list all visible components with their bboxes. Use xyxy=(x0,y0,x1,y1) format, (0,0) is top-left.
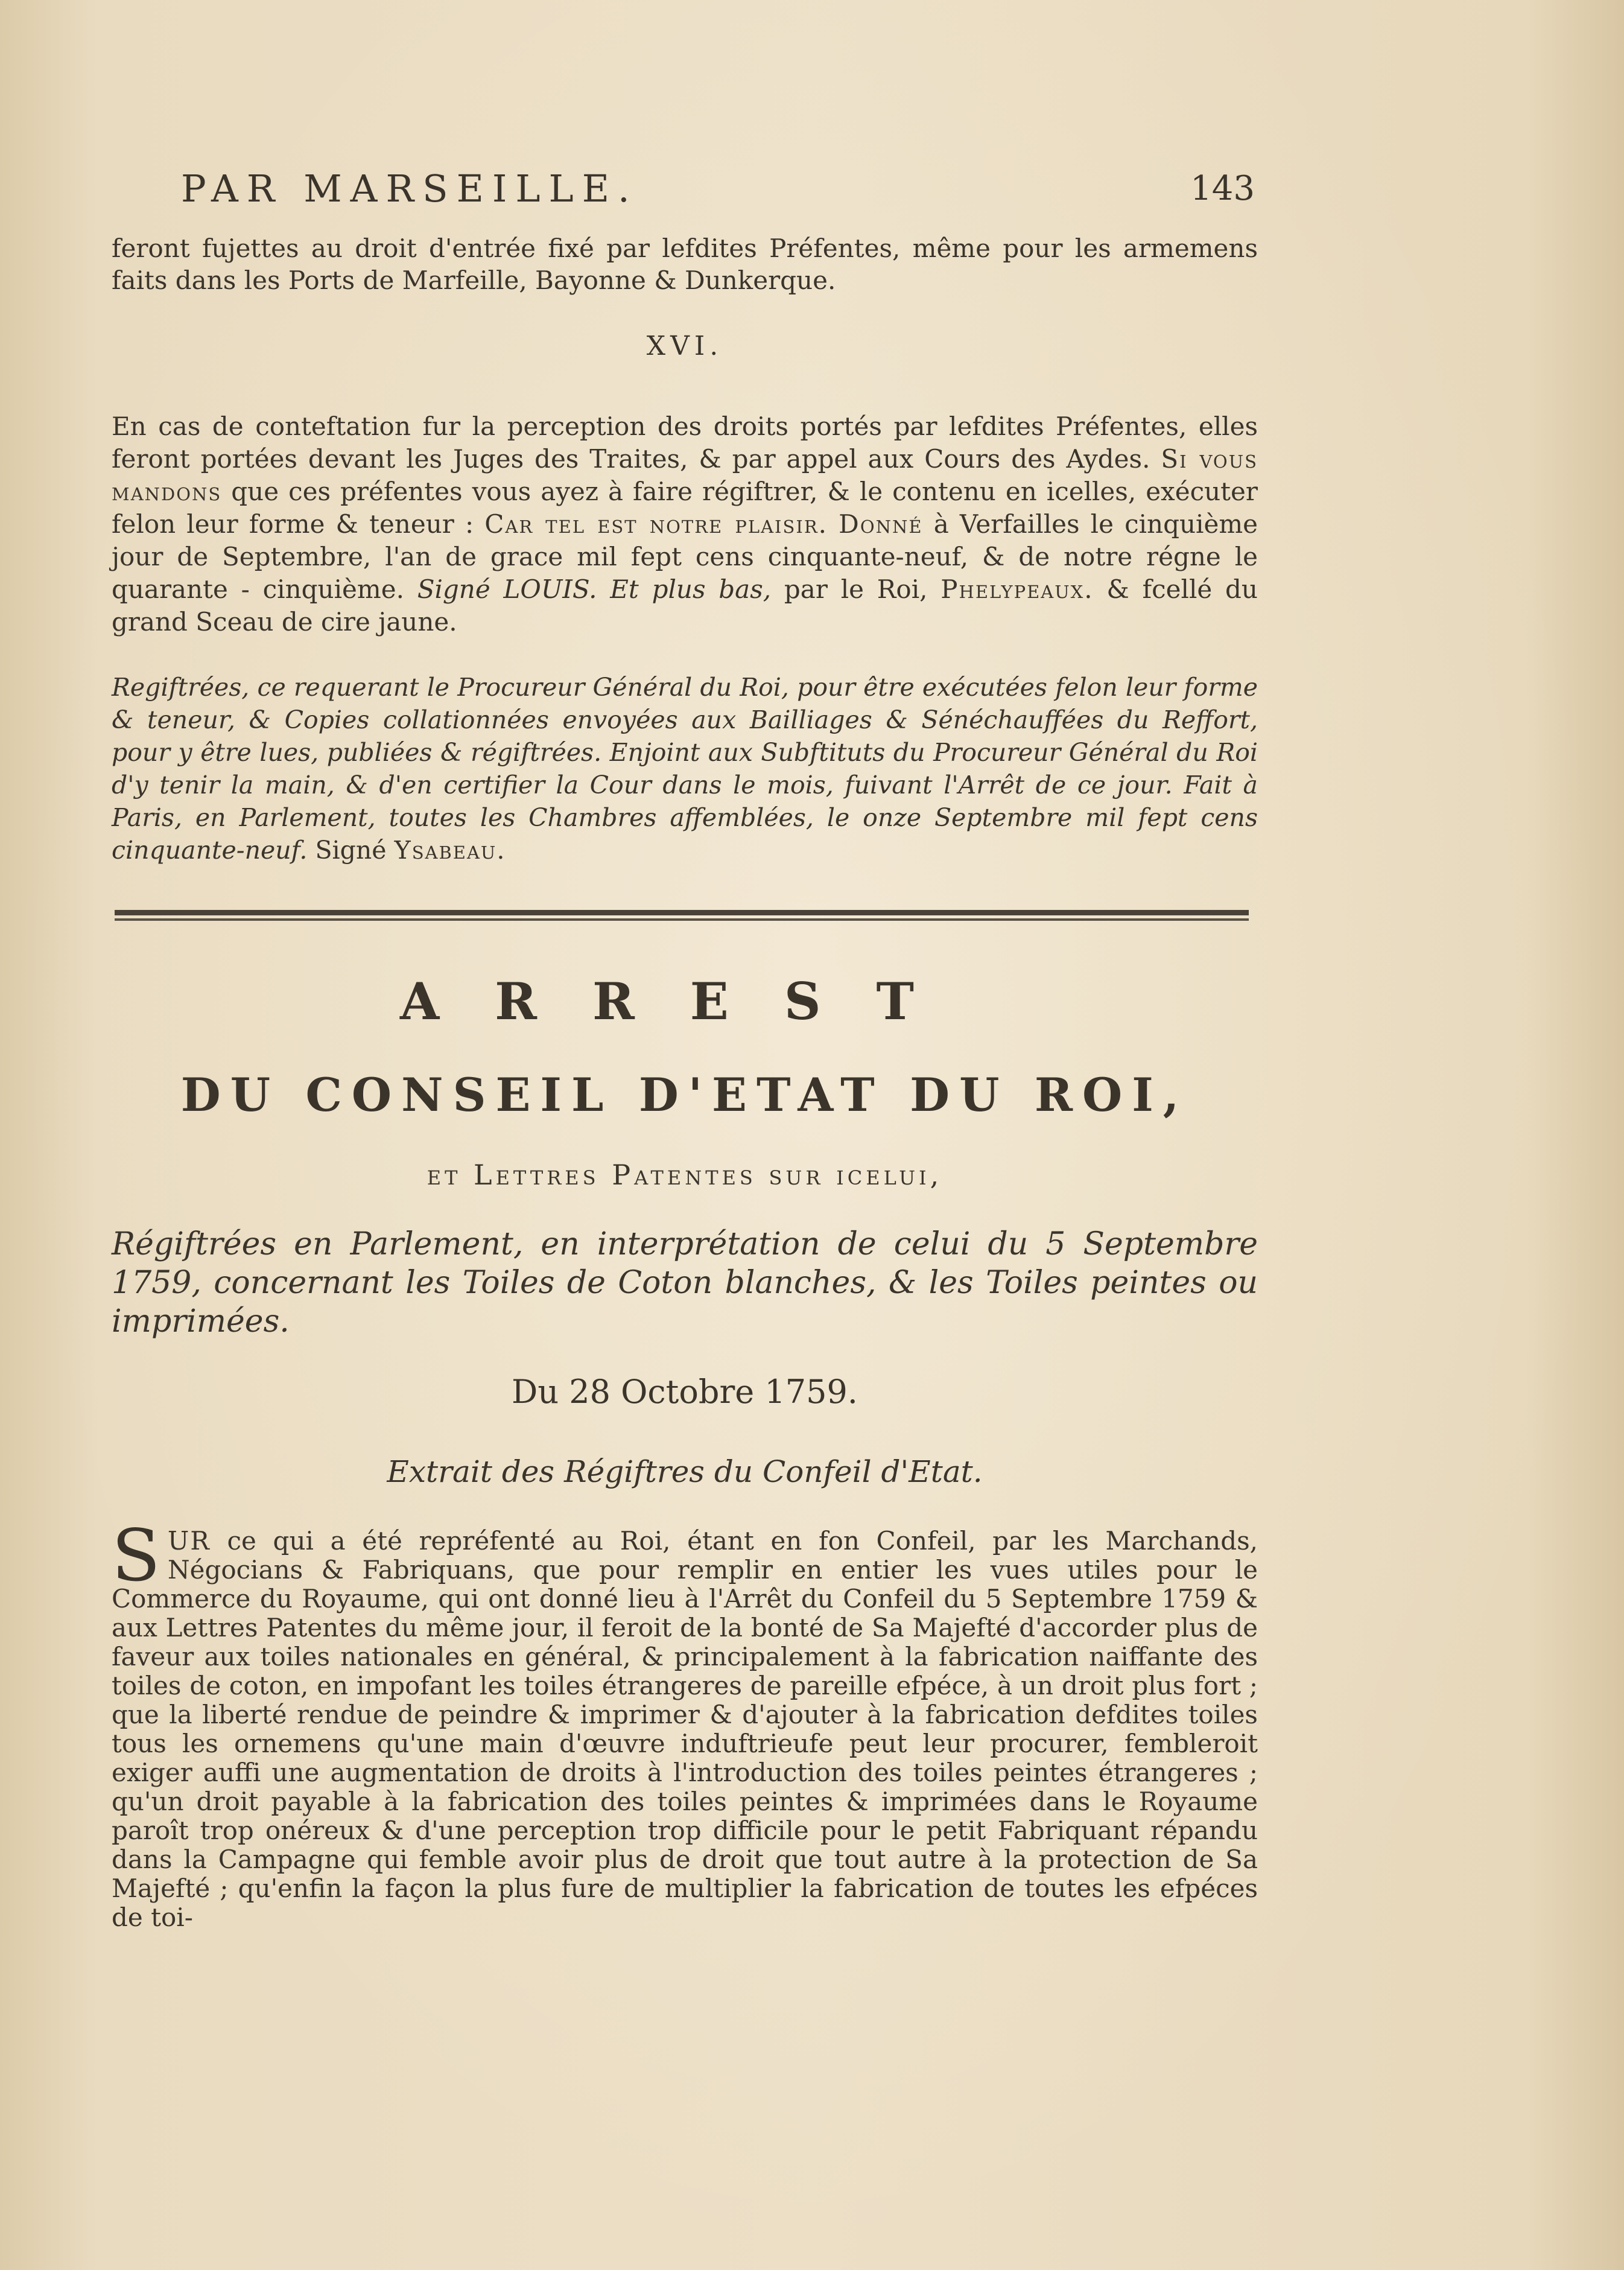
signe-louis: Signé LOUIS. xyxy=(417,574,597,604)
article-text-2: que ces préfentes vous ayez à faire régiftrer, & le contenu en icelles, exécuter felon leur forme & teneur : xyxy=(112,477,1258,539)
arrest-subtitle-lettres-patentes: et Lettres Patentes sur icelui, xyxy=(427,1159,943,1191)
running-title: PAR MARSEILLE. xyxy=(181,167,638,211)
article-text-3: à Verfailles le cinquième jour de Septembre, l'an de grace mil fept cens cinquante-neuf, & de notre régne le quarante - cinquième. xyxy=(112,509,1258,604)
arrest-title: ARREST xyxy=(400,971,969,1031)
par-le-roi: par le Roi, xyxy=(784,574,928,604)
registration-signed: Signé xyxy=(315,836,387,865)
arrest-body xyxy=(112,1514,1258,1932)
continuation-paragraph xyxy=(112,232,1258,296)
article-paragraph xyxy=(112,410,1258,638)
continuation-text: feront fujettes au droit d'entrée fixé par lefdites Préfentes, même pour les armemens faits dans les Ports de Marfeille, Bayonne & Dunkerque. xyxy=(112,234,1258,295)
body-lead: UR xyxy=(167,1526,211,1556)
body-text: ce qui a été repréfenté au Roi, étant en fon Confeil, par les Marchands, Négocians & Fabriquans, que pour remplir en entier les vues utiles pour le Commerce du Royaume, qui ont donné lieu à l'Arrêt du Confeil du 5 Septembre 1759 & aux Lettres Patentes du même jour, il feroit de la bonté de Sa Majefté d'accorder plus de faveur aux toiles nationales en général, & principalement à la fabrication naiffante des toiles de coton, en impofant les toiles étrangeres de pareille efpéce, à un droit plus fort ; que la liberté rendue de peindre & imprimer & d'ajouter à la fabrication defdites toiles tous les ornemens qu'une main d'œuvre induftrieufe peut leur procurer, fembleroit exiger auffi une augmentation de droits à l'introduction des toiles peintes étrangeres ; qu'un droit payable à la fabrication des toiles peintes & imprimées dans le Royaume paroît trop onéreux & d'une perception trop difficile pour le petit Fabriquant répandu dans la Campagne qui femble avoir plus de droit que tout autre à la protection de Sa Majefté ; qu'enfin la façon la plus fure de multiplier la fabrication de toutes les efpéces de toi- xyxy=(112,1526,1258,1932)
registration-signer: Ysabeau. xyxy=(394,836,506,865)
arrest-extrait: Extrait des Régiftres du Confeil d'Etat. xyxy=(387,1454,983,1489)
article-text-4: & fcellé du grand Sceau de cire jaune. xyxy=(112,574,1258,637)
running-head xyxy=(181,167,1255,209)
donne: Donné xyxy=(839,509,923,539)
article-text-1: En cas de conteftation fur la perception des droits portés par lefdites Préfentes, elles feront portées devant les Juges des Traites, & par appel aux Cours des Aydes. xyxy=(112,412,1258,474)
page-number: 143 xyxy=(1190,169,1255,208)
arrest-date: Du 28 Octobre 1759. xyxy=(512,1373,858,1411)
arrest-subtitle: DU CONSEIL D'ETAT DU ROI, xyxy=(180,1068,1189,1122)
et-plus-bas: Et plus bas, xyxy=(610,574,772,604)
phelypeaux: Phelypeaux. xyxy=(940,574,1094,604)
article-number: XVI. xyxy=(646,331,723,361)
si-vous-mandons: Si vous mandons xyxy=(112,444,1258,506)
dropcap-letter: S xyxy=(112,1514,160,1597)
registration-text: Regiftrées, ce requerant le Procureur Général du Roi, pour être exécutées felon leur forme & teneur, & Copies collationnées envoyées aux Bailliages & Sénéchauffées du Reffort, pour y être lues, publiées & régiftrées. Enjoint aux Subftituts du Procureur Général du Roi d'y tenir la main, & d'en certifier la Cour dans le mois, fuivant l'Arrêt de ce jour. Fait à Paris, en Parlement, toutes les Chambres affemblées, le onze Septembre mil fept cens cinquante-neuf. xyxy=(112,673,1258,865)
registration-paragraph xyxy=(112,671,1258,866)
car-tel-est-notre-plaisir: Car tel est notre plaisir. xyxy=(484,509,828,539)
arrest-registration-note: Régiftrées en Parlement, en interprétation de celui du 5 Septembre 1759, concernant les Toiles de Coton blanches, & les Toiles peintes ou imprimées. xyxy=(112,1226,1258,1340)
section-divider xyxy=(115,910,1249,921)
